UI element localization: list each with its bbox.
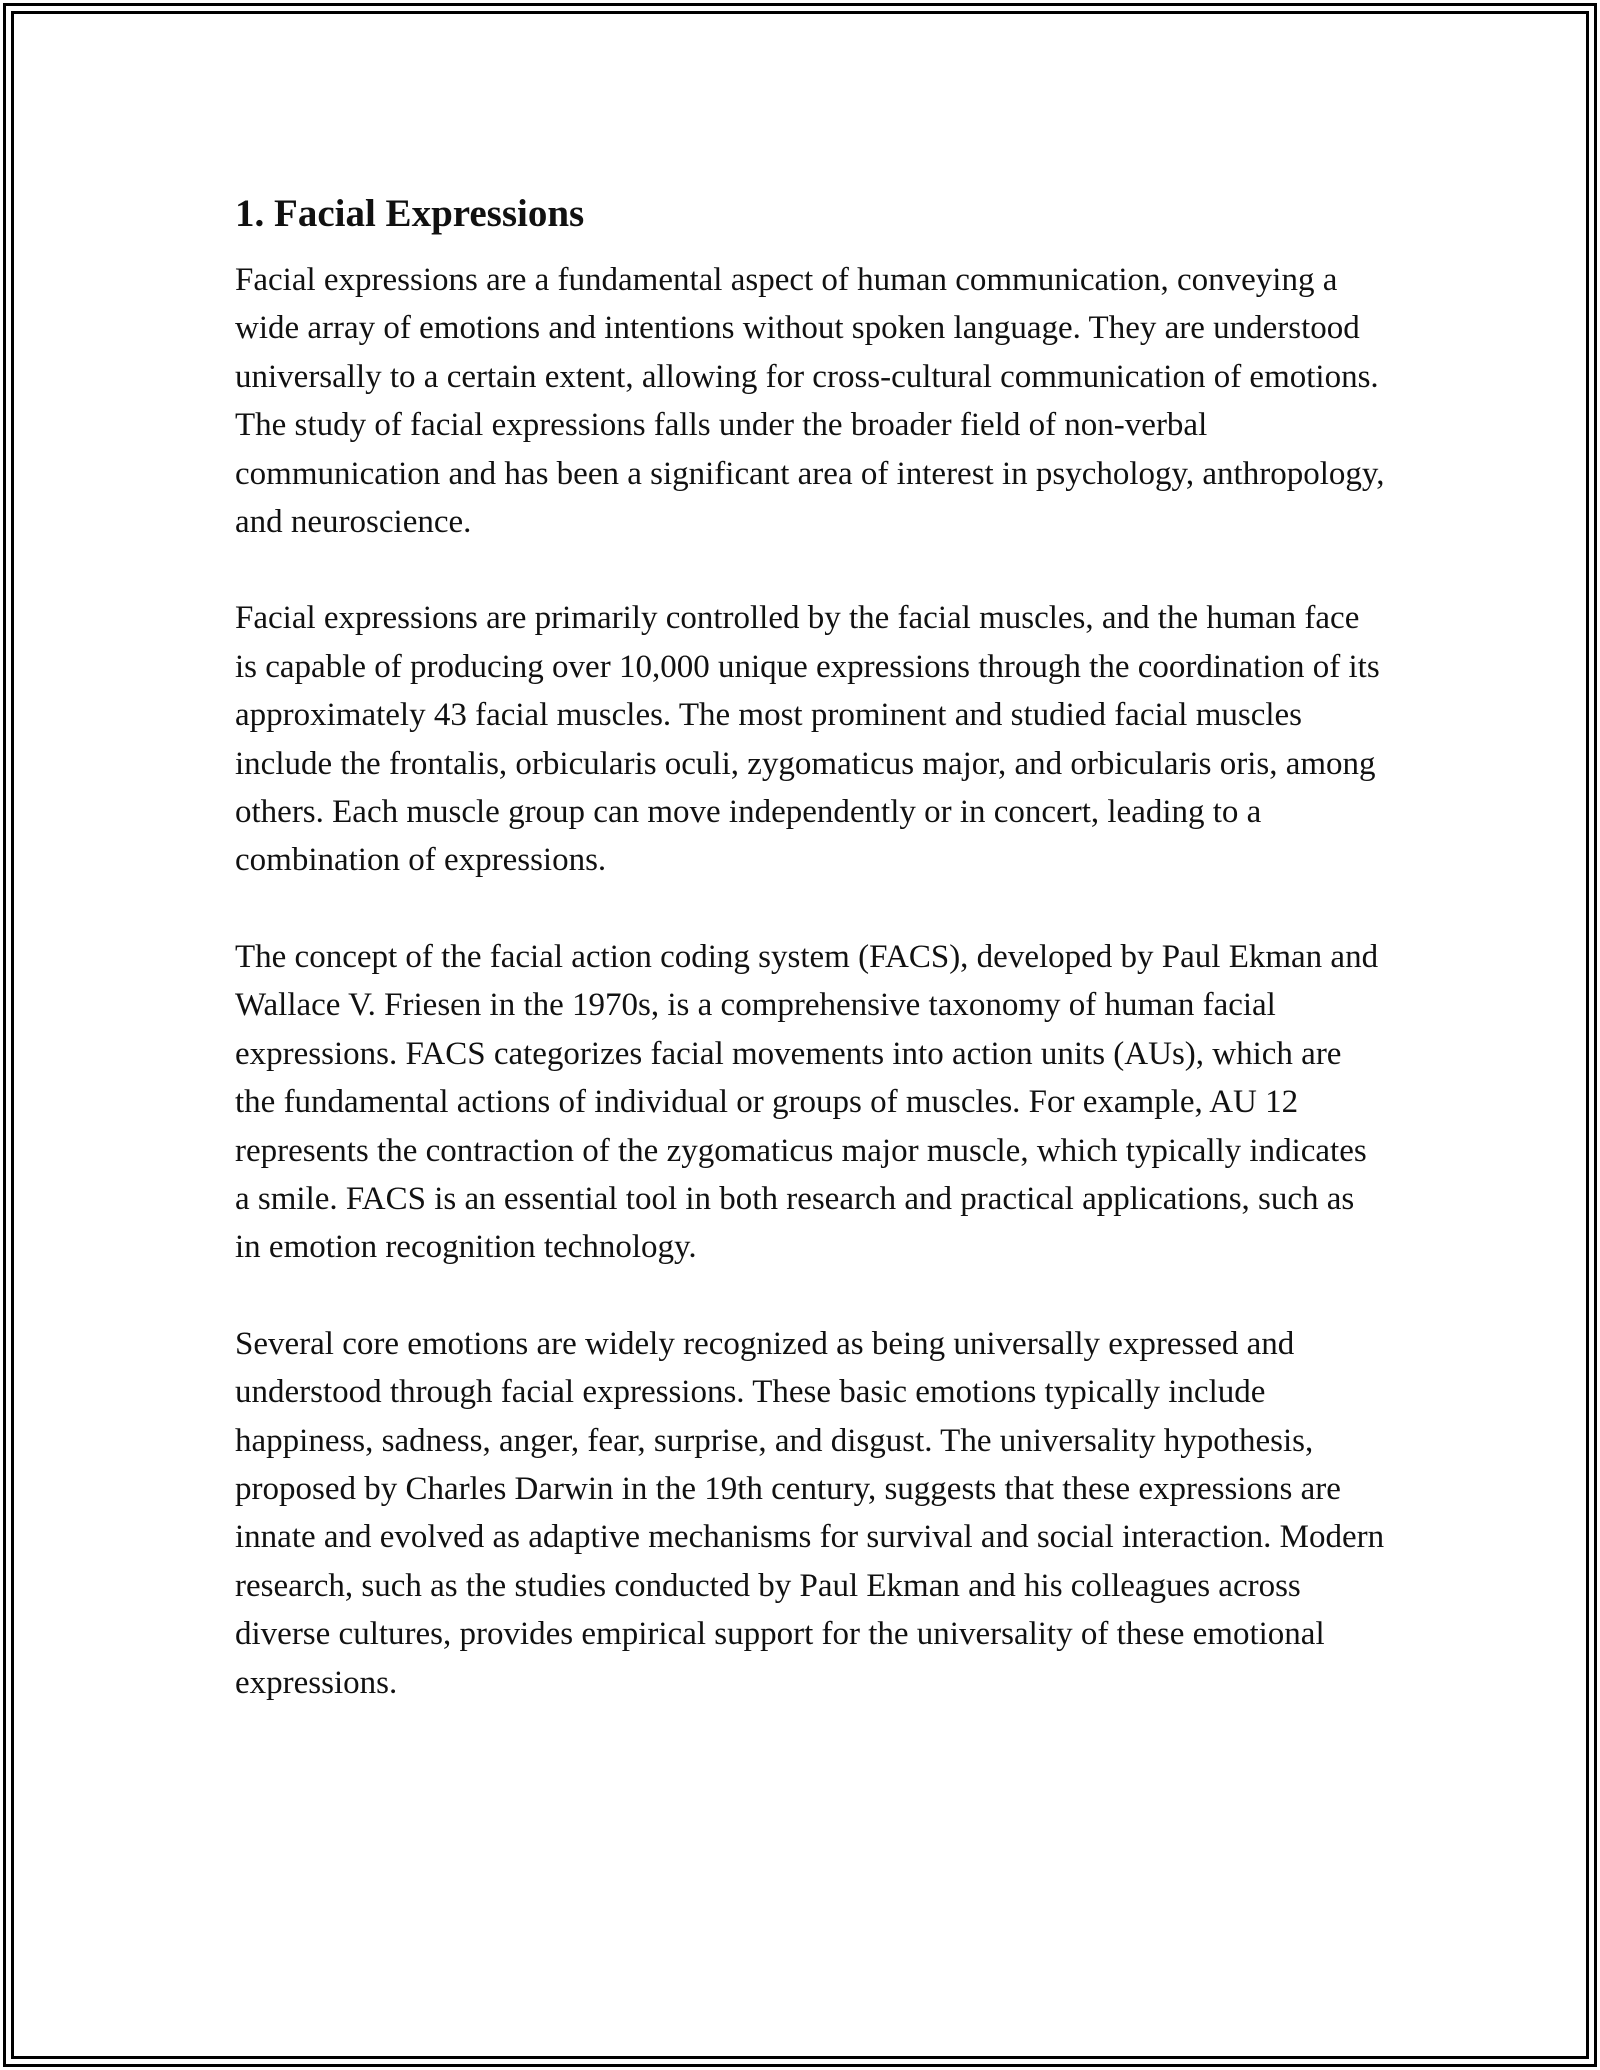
paragraph-core-emotions: Several core emotions are widely recognized as being universally expressed and understood through facial expressions. These basic emotions typically include happiness, sadness, anger, fear, surprise, and disgust. The universality hypothesis, proposed by Charles Darwin in the 19th century, suggests that these expressions are innate and evolved as adaptive mechanisms for survival and social interaction. Modern research, such as the studies conducted by Paul Ekman and his colleagues across diverse cultures, provides empirical support for the universality of these emotional expressions. bbox=[235, 1325, 1385, 1701]
paragraph-intro: Facial expressions are a fundamental aspect of human communication, conveying a wide array of emotions and intentions without spoken language. They are understood universally to a certain extent, allowing for cross-cultural communication of emotions. The study of facial expressions falls under the broader field of non-verbal communication and has been a significant area of interest in psychology, anthropology, and neuroscience. bbox=[235, 262, 1385, 541]
document-body bbox=[235, 186, 1385, 1755]
section-heading: 1. Facial Expressions bbox=[235, 192, 585, 235]
paragraph-facial-muscles: Facial expressions are primarily controlled by the facial muscles, and the human face is capable of producing over 10,000 unique expressions through the coordination of its approximately 43 facial muscles. The most prominent and studied facial muscles include the frontalis, orbicularis oculi, zygomaticus major, and orbicularis oris, among others. Each muscle group can move independently or in concert, leading to a combination of expressions. bbox=[235, 600, 1380, 879]
paragraph-facs: The concept of the facial action coding system (FACS), developed by Paul Ekman and Wallace V. Friesen in the 1970s, is a comprehensive taxonomy of human facial expressions. FACS categorizes facial movements into action units (AUs), which are the fundamental actions of individual or groups of muscles. For example, AU 12 represents the contraction of the zygomaticus major muscle, which typically indicates a smile. FACS is an essential tool in both research and practical applications, such as in emotion recognition technology. bbox=[235, 938, 1379, 1266]
